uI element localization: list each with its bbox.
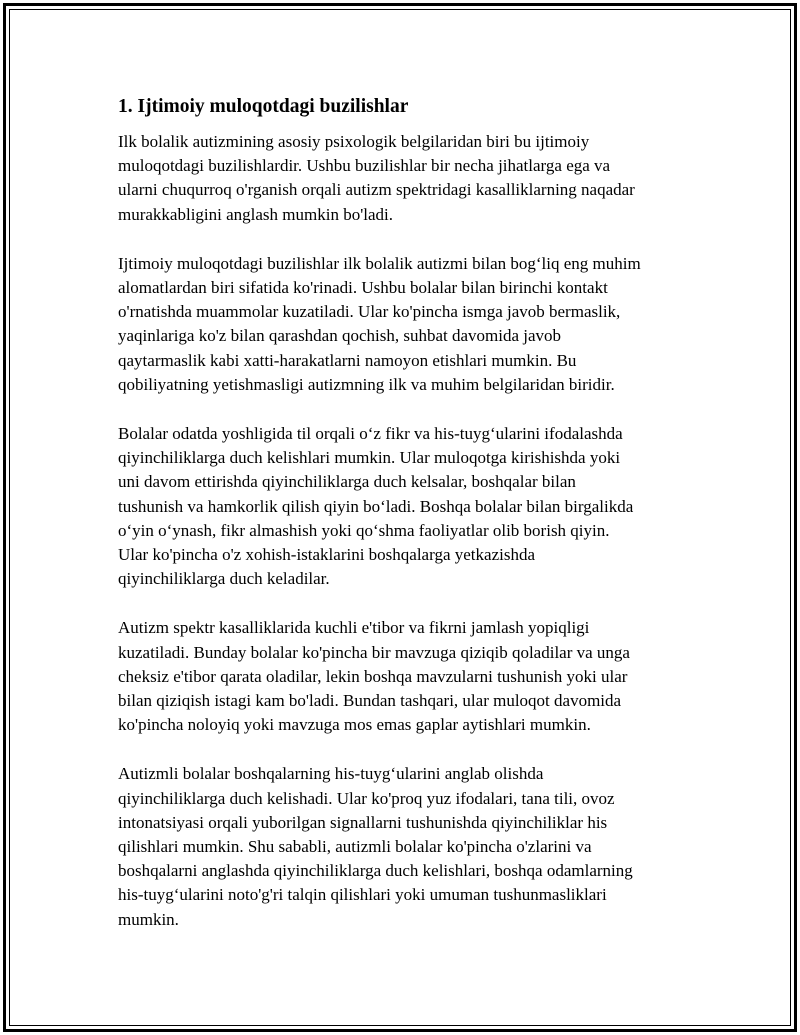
paragraph-line: o‘yin o‘ynash, fikr almashish yoki qo‘shma faoliyatlar olib borish qiyin. [118,520,610,540]
paragraph-2 [118,252,698,397]
paragraph-line: qobiliyatning yetishmasligi autizmning ilk va muhim belgilaridan biridir. [118,374,615,394]
paragraph-3 [118,422,698,591]
paragraph-line: qiyinchiliklarga duch kelishlari mumkin. Ular muloqotga kirishishda yoki [118,448,621,468]
paragraph-line: murakkabligini anglash mumkin bo'ladi. [118,204,394,224]
paragraph-line: uni davom ettirishda qiyinchiliklarga duch kelsalar, boshqalar bilan [118,472,576,492]
paragraph-line: yaqinlariga ko'z bilan qarashdan qochish, suhbat davomida javob [118,326,562,346]
paragraph-line: Autizmli bolalar boshqalarning his-tuyg‘ularini anglab olishda [118,764,544,784]
paragraph-line: o'rnatishda muammolar kuzatiladi. Ular ko'pincha ismga javob bermaslik, [118,302,621,322]
paragraph-line: Ular ko'pincha o'z xohish-istaklarini boshqalarga yetkazishda [118,545,535,565]
paragraph-line: bilan qiziqish istagi kam bo'ladi. Bundan tashqari, ular muloqot davomida [118,691,622,711]
paragraph-1 [118,130,698,227]
paragraph-line: Ilk bolalik autizmining asosiy psixologik belgilaridan biri bu ijtimoiy [118,132,590,151]
paragraph-line: tushunish va hamkorlik qilish qiyin bo‘ladi. Boshqa bolalar bilan birgalikda [118,496,634,516]
paragraph-line: his-tuyg‘ularini noto'g'ri talqin qilishlari yoki umuman tushunmasliklari [118,885,607,905]
paragraph-line: ularni chuqurroq o'rganish orqali autizm spektridagi kasalliklarning naqadar [118,180,635,200]
paragraph-line: alomatlardan biri sifatida ko'rinadi. Ushbu bolalar bilan birinchi kontakt [118,278,608,298]
paragraph-line: qiyinchiliklarga duch keladilar. [118,569,330,589]
paragraph-line: mumkin. [118,909,179,929]
paragraph-line: qilishlari mumkin. Shu sababli, autizmli bolalar ko'pincha o'zlarini va [118,837,592,857]
paragraph-line: Autizm spektr kasalliklarida kuchli e'tibor va fikrni jamlash yopiqligi [118,618,590,638]
section-heading: 1. Ijtimoiy muloqotdagi buzilishlar [118,96,409,117]
paragraph-line: qaytarmaslik kabi xatti-harakatlarni namoyon etishlari mumkin. Bu [118,350,577,370]
paragraph-line: intonatsiyasi orqali yuborilgan signallarni tushunishda qiyinchiliklar his [118,812,608,832]
paragraph-line: Ijtimoiy muloqotdagi buzilishlar ilk bolalik autizmi bilan bog‘liq eng muhim [118,253,641,273]
paragraph-4 [118,616,698,737]
paragraph-line: Bolalar odatda yoshligida til orqali o‘z fikr va his-tuyg‘ularini ifodalashda [118,424,623,444]
paragraph-line: qiyinchiliklarga duch kelishadi. Ular ko'proq yuz ifodalari, tana tili, ovoz [118,788,615,808]
paragraph-line: boshqalarni anglashda qiyinchiliklarga duch kelishlari, boshqa odamlarning [118,861,633,881]
paragraph-line: ko'pincha noloyiq yoki mavzuga mos emas gaplar aytishlari mumkin. [118,715,591,735]
paragraph-line: muloqotdagi buzilishlardir. Ushbu buzilishlar bir necha jihatlarga ega va [118,156,611,176]
document-body [118,94,698,957]
paragraph-line: cheksiz e'tibor qarata oladilar, lekin boshqa mavzularni tushunish yoki ular [118,666,628,686]
paragraph-line: kuzatiladi. Bunday bolalar ko'pincha bir mavzuga qiziqib qoladilar va unga [118,642,630,662]
paragraph-5 [118,762,698,931]
